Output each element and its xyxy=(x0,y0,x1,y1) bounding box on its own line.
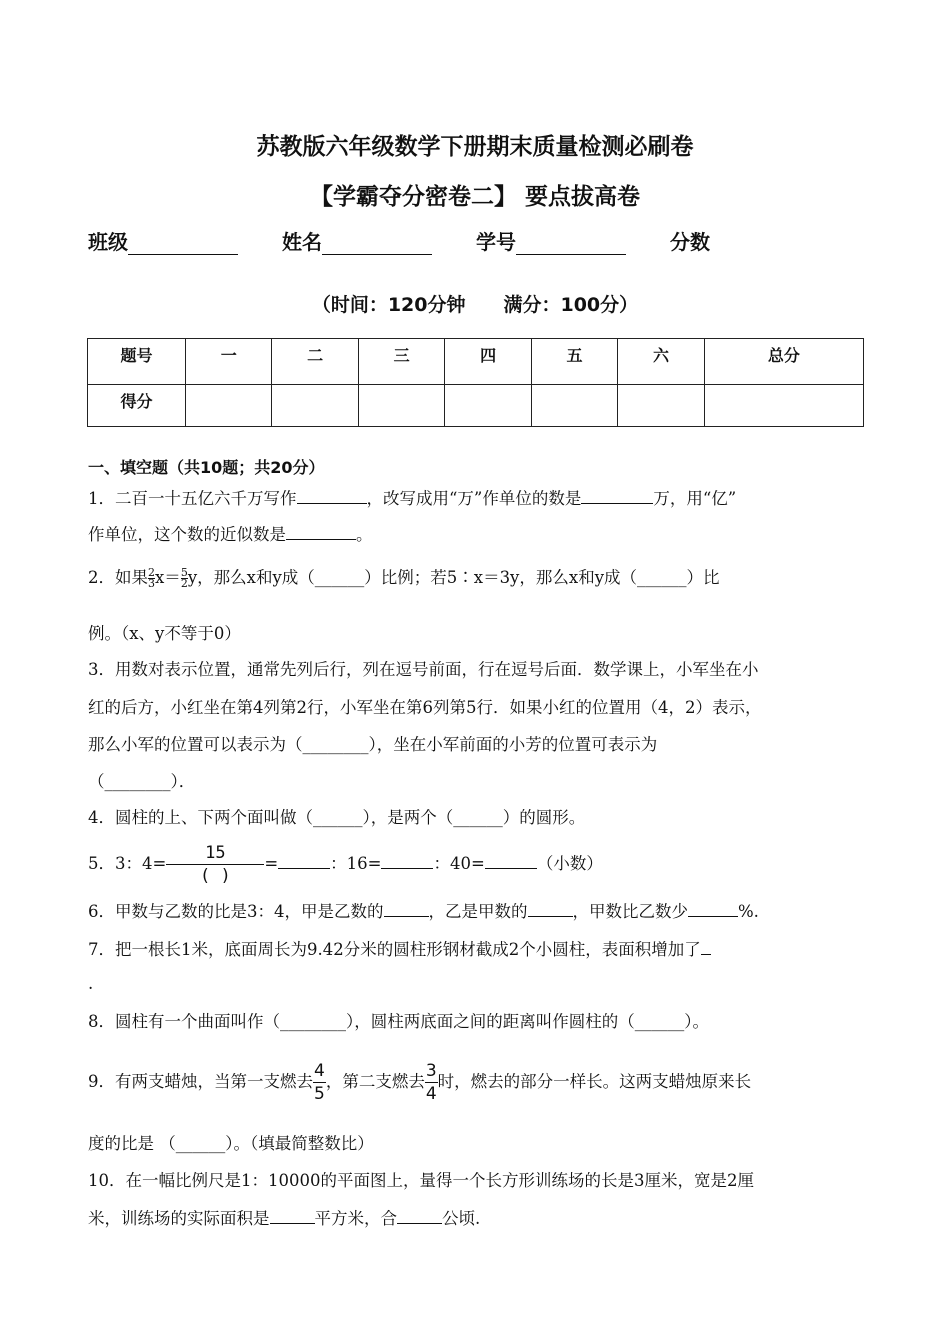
q6-blank-3[interactable] xyxy=(688,900,738,917)
score-cell[interactable] xyxy=(531,385,617,427)
question-9-cont: 度的比是 （______）。（填最简整数比） xyxy=(88,1134,374,1153)
q5-text: 5．3：4= xyxy=(88,854,167,873)
q2-text: x＝ xyxy=(155,568,181,587)
id-label: 学号 xyxy=(476,230,516,254)
q10-text: 米，训练场的实际面积是 xyxy=(88,1209,270,1228)
q5-blank-1[interactable] xyxy=(278,852,330,869)
score-cell[interactable] xyxy=(445,385,531,427)
score-table xyxy=(87,338,864,427)
question-3-line2: 红的后方，小红坐在第4列第2行，小军坐在第6列第5行．如果小红的位置用（4，2）表示， xyxy=(88,698,762,717)
q9-text: 9．有两支蜡烛，当第一支燃去 xyxy=(88,1072,313,1091)
name-label: 姓名 xyxy=(282,230,322,254)
q1-blank-2[interactable] xyxy=(581,487,653,504)
page-subtitle: 【学霸夺分密卷二】 要点拔高卷 xyxy=(309,184,640,210)
score-cell[interactable] xyxy=(358,385,444,427)
q6-text: ，乙是甲数的 xyxy=(428,902,528,921)
exam-time-info: （时间：120分钟 满分：100分） xyxy=(311,294,639,316)
score-table-row xyxy=(88,385,864,427)
question-1 xyxy=(88,487,878,511)
question-2 xyxy=(88,566,878,590)
question-7 xyxy=(88,938,878,962)
score-table-header: 二 xyxy=(272,339,358,385)
q1-text: 作单位，这个数的近似数是 xyxy=(88,525,286,544)
question-8: 8．圆柱有一个曲面叫作（________），圆柱两底面之间的距离叫作圆柱的（______）。 xyxy=(88,1012,709,1031)
q10-blank-2[interactable] xyxy=(397,1207,442,1224)
section-title: 一、填空题（共10题；共20分） xyxy=(88,458,325,477)
class-field[interactable] xyxy=(128,234,238,255)
page-title: 苏教版六年级数学下册期末质量检测必刷卷 xyxy=(256,134,694,160)
question-10-cont xyxy=(88,1207,878,1231)
fraction: 15 ( ) xyxy=(166,842,264,887)
q10-text: 平方米，合 xyxy=(314,1209,397,1228)
q10-text: 公顷. xyxy=(442,1209,481,1228)
score-cell[interactable] xyxy=(704,385,863,427)
q7-blank[interactable] xyxy=(701,938,711,955)
score-cell[interactable] xyxy=(272,385,358,427)
question-6 xyxy=(88,900,878,924)
score-cell[interactable] xyxy=(618,385,704,427)
q5-text: = xyxy=(264,854,279,873)
question-3-line3: 那么小军的位置可以表示为（________），坐在小军前面的小芳的位置可表示为 xyxy=(88,735,658,754)
score-table-header-row xyxy=(88,339,864,385)
score-table-header: 一 xyxy=(186,339,272,385)
question-5 xyxy=(88,842,878,887)
score-label: 分数 xyxy=(670,230,710,254)
score-table-header: 四 xyxy=(445,339,531,385)
q1-text: 。 xyxy=(356,525,373,544)
q9-text: 时，燃去的部分一样长。这两支蜡烛原来长 xyxy=(437,1072,752,1091)
q9-text: ，第二支燃去 xyxy=(325,1072,425,1091)
fraction: $\frac{3}{4}$ xyxy=(425,1061,437,1104)
q7-text: 7．把一根长1米，底面周长为9.42分米的圆柱形钢材截成2个小圆柱，表面积增加了 xyxy=(88,940,701,959)
fraction: $\frac{2}{3}$ xyxy=(148,566,155,590)
fraction: $\frac{5}{2}$ xyxy=(180,566,188,590)
q1-blank-3[interactable] xyxy=(286,523,356,540)
score-cell[interactable] xyxy=(186,385,272,427)
class-label: 班级 xyxy=(88,230,128,254)
question-10: 10．在一幅比例尺是1：10000的平面图上，量得一个长方形训练场的长是3厘米，宽是2厘 xyxy=(88,1171,754,1190)
q1-text: ，改写成用“万”作单位的数是 xyxy=(366,489,582,508)
q1-blank-1[interactable] xyxy=(297,487,367,504)
question-4: 4．圆柱的上、下两个面叫做（______），是两个（______）的圆形。 xyxy=(88,808,586,827)
score-table-header: 五 xyxy=(531,339,617,385)
q1-text: 1．二百一十五亿六千万写作 xyxy=(88,489,297,508)
question-3-line4: （________）． xyxy=(88,772,196,791)
score-row-label: 得分 xyxy=(88,385,186,427)
question-2-cont: 例。（x、y不等于0） xyxy=(88,624,241,643)
q5-text: （小数） xyxy=(536,854,603,873)
q5-blank-3[interactable] xyxy=(485,852,537,869)
q2-text: y，那么x和y成（______）比例；若5∶x＝3y，那么x和y成（______）比 xyxy=(187,568,720,587)
name-field[interactable] xyxy=(322,234,432,255)
q1-text: 万，用“亿” xyxy=(653,489,737,508)
q5-blank-2[interactable] xyxy=(381,852,433,869)
q6-blank-2[interactable] xyxy=(528,900,573,917)
question-3: 3．用数对表示位置，通常先列后行，列在逗号前面，行在逗号后面．数学课上，小军坐在小 xyxy=(88,660,759,679)
student-info xyxy=(88,226,754,255)
q6-text: 6．甲数与乙数的比是3：4，甲是乙数的 xyxy=(88,902,384,921)
q5-text: ：16= xyxy=(330,854,382,873)
q5-text: ：40= xyxy=(433,854,485,873)
score-table-header: 题号 xyxy=(88,339,186,385)
student-id-field[interactable] xyxy=(516,234,626,255)
question-1-cont xyxy=(88,523,878,547)
q10-blank-1[interactable] xyxy=(270,1207,315,1224)
fraction: $\frac{4}{5}$ xyxy=(314,1061,325,1104)
q6-blank-1[interactable] xyxy=(384,900,429,917)
score-table-header: 六 xyxy=(618,339,704,385)
q6-text: %. xyxy=(738,902,759,921)
score-table-header: 三 xyxy=(358,339,444,385)
score-table-header: 总分 xyxy=(704,339,863,385)
question-9 xyxy=(88,1060,878,1105)
q6-text: ，甲数比乙数少 xyxy=(572,902,688,921)
question-7-cont: . xyxy=(88,974,94,993)
q2-text: 2．如果 xyxy=(88,568,148,587)
